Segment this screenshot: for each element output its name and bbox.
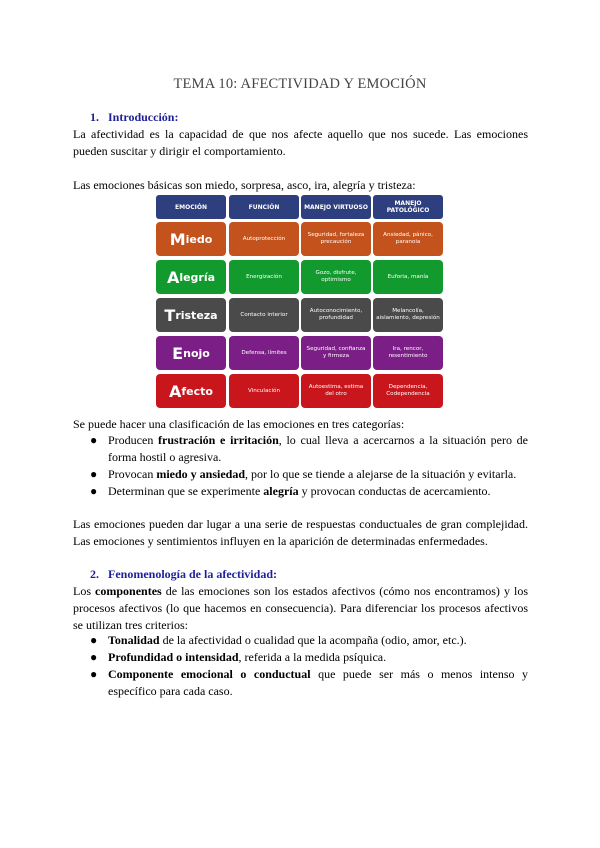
components-paragraph: Los componentes de las emociones son los estados afectivos (cómo nos encontramos) y los procesos afectivos (lo que hacemos en consecuencia). Para diferenciar los procesos afectivos se utilizan tres criterios: <box>73 584 528 632</box>
emotion-funcion-cell: Defensa, límites <box>229 336 299 370</box>
section-1-title: Introducción: <box>108 110 179 124</box>
bullet-icon: ● <box>90 484 98 498</box>
emotion-virtuoso-cell: Gozo, disfrute, optimismo <box>301 260 371 294</box>
section-1-number: 1. <box>90 110 99 124</box>
emotion-funcion-cell: Energización <box>229 260 299 294</box>
section-1-heading <box>90 110 178 125</box>
list-item: ● Producen frustración e irritación, lo cual lleva a acercarnos a la situación pero de forma hostil o agresiva. <box>90 433 528 464</box>
emotion-patologico-cell: Dependencia, Codependencia <box>373 374 443 408</box>
emotion-name-cell: A fecto <box>156 374 226 408</box>
list-item: ● Tonalidad de la afectividad o cualidad que la acompaña (odio, amor, etc.). <box>90 633 467 647</box>
emotion-table-header: MANEJO VIRTUOSO <box>301 195 371 219</box>
basic-emotions-paragraph: Las emociones básicas son miedo, sorpresa, asco, ira, alegría y tristeza: <box>73 178 416 192</box>
responses-paragraph: Las emociones pueden dar lugar a una serie de respuestas conductuales de gran complejidad. Las emociones y sentimientos influyen en la aparición de determinadas enfermedades. <box>73 517 528 548</box>
emotion-table <box>156 195 445 411</box>
emotion-funcion-cell: Contacto interior <box>229 298 299 332</box>
emotion-name-cell: T risteza <box>156 298 226 332</box>
page-title: TEMA 10: AFECTIVIDAD Y EMOCIÓN <box>173 76 427 92</box>
emotion-funcion-cell: Autoprotección <box>229 222 299 256</box>
emotion-name-cell: M iedo <box>156 222 226 256</box>
classification-paragraph: Se puede hacer una clasificación de las emociones en tres categorías: <box>73 417 405 431</box>
bullet-icon: ● <box>90 667 98 681</box>
list-item: ● Determinan que se experimente alegría y provocan conductas de acercamiento. <box>90 484 491 498</box>
emotion-virtuoso-cell: Autoconocimiento, profundidad <box>301 298 371 332</box>
bullet-icon: ● <box>90 633 98 647</box>
emotion-table-header: EMOCIÓN <box>156 195 226 219</box>
list-item: ● Profundidad o intensidad, referida a la medida psíquica. <box>90 650 387 664</box>
list-item: ● Provocan miedo y ansiedad, por lo que se tiende a alejarse de la situación y evitarla. <box>90 467 517 481</box>
intro-paragraph: La afectividad es la capacidad de que nos afecte aquello que nos sucede. Las emociones pueden suscitar y dirigir el comportamiento. <box>73 127 528 158</box>
emotion-virtuoso-cell: Seguridad, confianza y firmeza <box>301 336 371 370</box>
emotion-virtuoso-cell: Autoestima, estima del otro <box>301 374 371 408</box>
section-2-title: Fenomenología de la afectividad: <box>108 567 277 581</box>
list-item: ● Componente emocional o conductual que puede ser más o menos intenso y específico para cada caso. <box>90 667 529 698</box>
bullet-icon: ● <box>90 650 98 664</box>
emotion-name-cell: E nojo <box>156 336 226 370</box>
emotion-patologico-cell: Ira, rencor, resentimiento <box>373 336 443 370</box>
emotion-table-header: FUNCIÓN <box>229 195 299 219</box>
emotion-name-cell: A legría <box>156 260 226 294</box>
bullet-icon: ● <box>90 467 98 481</box>
bullet-icon: ● <box>90 433 98 447</box>
section-2-heading <box>90 567 277 582</box>
classification-list <box>73 432 528 500</box>
emotion-funcion-cell: Vinculación <box>229 374 299 408</box>
emotion-patologico-cell: Euforia, manía <box>373 260 443 294</box>
emotion-virtuoso-cell: Seguridad, fortaleza precaución <box>301 222 371 256</box>
criteria-list <box>73 632 528 700</box>
emotion-patologico-cell: Ansiedad, pánico, paranoia <box>373 222 443 256</box>
emotion-table-header: MANEJO PATOLÓGICO <box>373 195 443 219</box>
emotion-patologico-cell: Melancolía, aislamiento, depresión <box>373 298 443 332</box>
section-2-number: 2. <box>90 567 99 581</box>
